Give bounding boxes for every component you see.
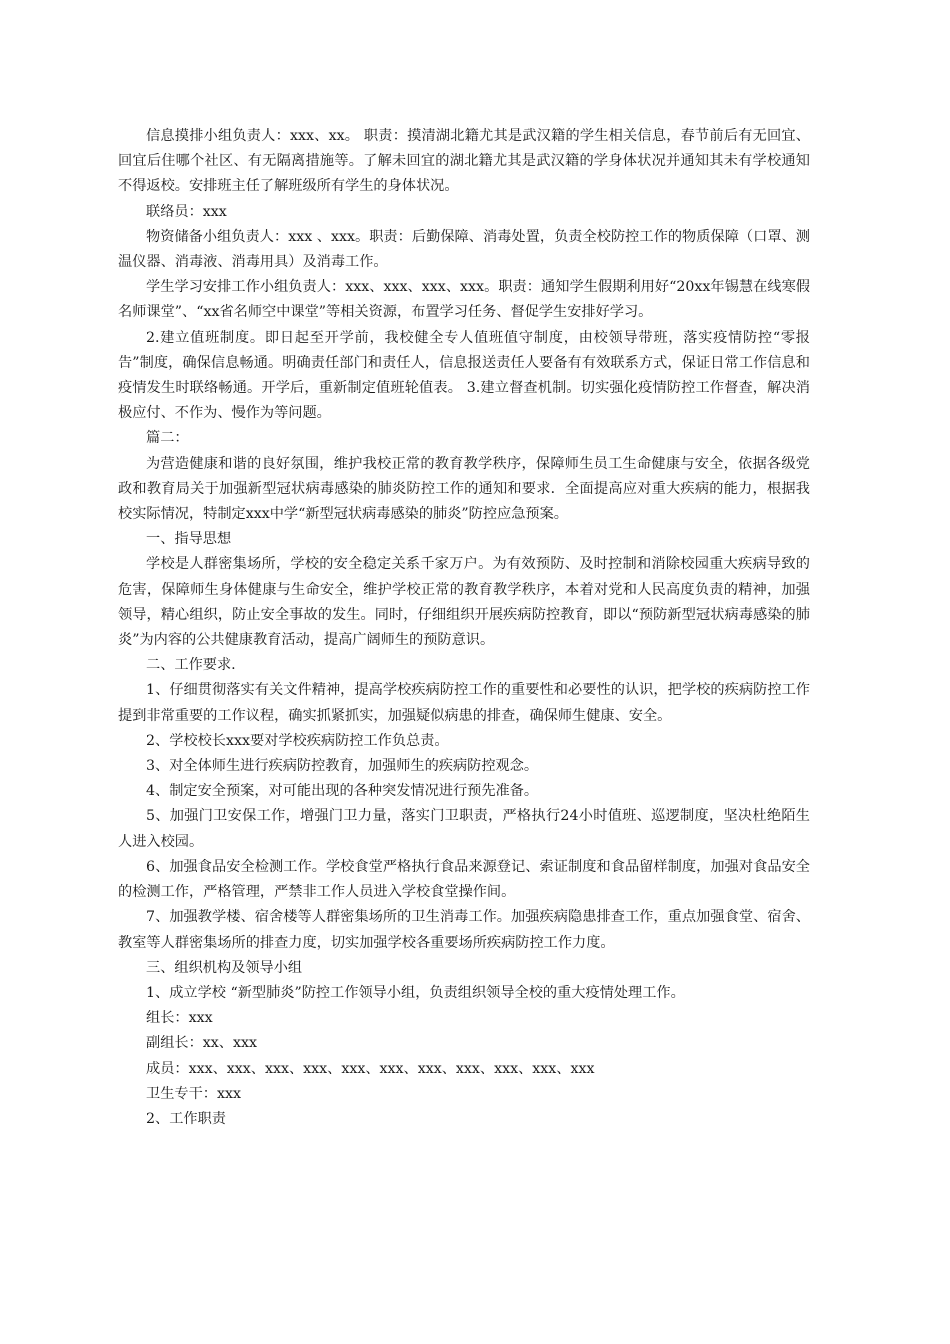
paragraph-liaison: 联络员：xxx bbox=[146, 203, 227, 220]
list-item-requirement-7: 7、加强教学楼、宿舍楼等人群密集场所的卫生消毒工作。加强疾病隐患排查工作，重点加强食堂、宿舍、教室等人群密集场所的排查力度，切实加强学校各重要场所疾病防控工作力度。 bbox=[118, 909, 810, 951]
paragraph-leading-group: 1、成立学校 “新型肺炎”防控工作领导小组，负责组织领导全校的重大疫情处理工作。 bbox=[146, 984, 685, 1001]
list-item-requirement-5: 5、加强门卫安保工作，增强门卫力量，落实门卫职责，严格执行24小时值班、巡逻制度，坚决杜绝陌生人进入校园。 bbox=[118, 808, 810, 850]
paragraph-members: 成员：xxx、xxx、xxx、xxx、xxx、xxx、xxx、xxx、xxx、xxx、xxx bbox=[146, 1060, 595, 1077]
paragraph-work-duties-heading: 2、工作职责 bbox=[146, 1110, 226, 1127]
paragraph-health-officer: 卫生专干：xxx bbox=[146, 1085, 241, 1102]
document-body bbox=[118, 124, 810, 1132]
paragraph-info-survey-group: 信息摸排小组负责人：xxx、xx。 职责：摸清湖北籍尤其是武汉籍的学生相关信息，春节前后有无回宜、回宜后住哪个社区、有无隔离措施等。了解未回宜的湖北籍尤其是武汉籍的学身体状况并通知其未有学校通知不得返校。安排班主任了解班级所有学生的身体状况。 bbox=[118, 128, 810, 195]
section-heading-organization: 三、组织机构及领导小组 bbox=[146, 959, 303, 976]
paragraph-supplies-group: 物资储备小组负责人：xxx 、xxx。职责：后勤保障、消毒处置，负责全校防控工作的物质保障（口罩、测温仪器、消毒液、消毒用具）及消毒工作。 bbox=[118, 228, 810, 271]
paragraph-study-group: 学生学习安排工作小组负责人：xxx、xxx、xxx、xxx。职责：通知学生假期利用好“20xx年锡慧在线寒假名师课堂”、“xx省名师空中课堂”等相关资源，布置学习任务、督促学生安排好学习。 bbox=[118, 279, 810, 321]
list-item-requirement-4: 4、制定安全预案，对可能出现的各种突发情况进行预先准备。 bbox=[146, 783, 539, 800]
section-heading-work-requirements: 二、工作要求. bbox=[146, 657, 236, 674]
list-item-requirement-3: 3、对全体师生进行疾病防控教育，加强师生的疾病防控观念。 bbox=[146, 758, 539, 775]
section-heading-part-two: 篇二： bbox=[146, 430, 189, 447]
paragraph-group-leader: 组长：xxx bbox=[146, 1010, 213, 1027]
list-item-requirement-2: 2、学校校长xxx要对学校疾病防控工作负总责。 bbox=[146, 732, 449, 749]
list-item-requirement-1: 1、仔细贯彻落实有关文件精神，提高学校疾病防控工作的重要性和必要性的认识，把学校的疾病防控工作提到非常重要的工作议程，确实抓紧抓实，加强疑似病患的排查，确保师生健康、安全。 bbox=[118, 682, 810, 724]
paragraph-duty-system: 2.建立值班制度。即日起至开学前，我校健全专人值班值守制度，由校领导带班，落实疫情防控“零报告”制度，确保信息畅通。明确责任部门和责任人，信息报送责任人要备有有效联系方式，保证日常工作信息和疫情发生时联络畅通。开学后，重新制定值班轮值表。 3.建立督查机制。切实强化疫情防控工作督查，解决消极应付、不作为、慢作为等问题。 bbox=[118, 329, 810, 422]
paragraph-deputy-leader: 副组长：xx、xxx bbox=[146, 1035, 257, 1052]
list-item-requirement-6: 6、加强食品安全检测工作。学校食堂严格执行食品来源登记、索证制度和食品留样制度，加强对食品安全的检测工作，严格管理，严禁非工作人员进入学校食堂操作间。 bbox=[118, 858, 810, 901]
paragraph-intro: 为营造健康和谐的良好氛围，维护我校正常的教育教学秩序，保障师生员工生命健康与安全，依据各级党政和教育局关于加强新型冠状病毒感染的肺炎防控工作的通知和要求．全面提高应对重大疾病的能力，根据我校实际情况，特制定xxx中学“新型冠状病毒感染的肺炎”防控应急预案。 bbox=[118, 455, 810, 523]
paragraph-guiding-ideology: 学校是人群密集场所，学校的安全稳定关系千家万户。为有效预防、及时控制和消除校园重大疾病导致的危害，保障师生身体健康与生命安全，维护学校正常的教育教学秩序，本着对党和人民高度负责的精神，加强领导，精心组织，防止安全事故的发生。同时，仔细组织开展疾病防控教育，即以“预防新型冠状病毒感染的肺炎”为内容的公共健康教育活动，提高广阔师生的预防意识。 bbox=[118, 556, 810, 649]
section-heading-guiding-ideology: 一、指导思想 bbox=[146, 531, 232, 548]
